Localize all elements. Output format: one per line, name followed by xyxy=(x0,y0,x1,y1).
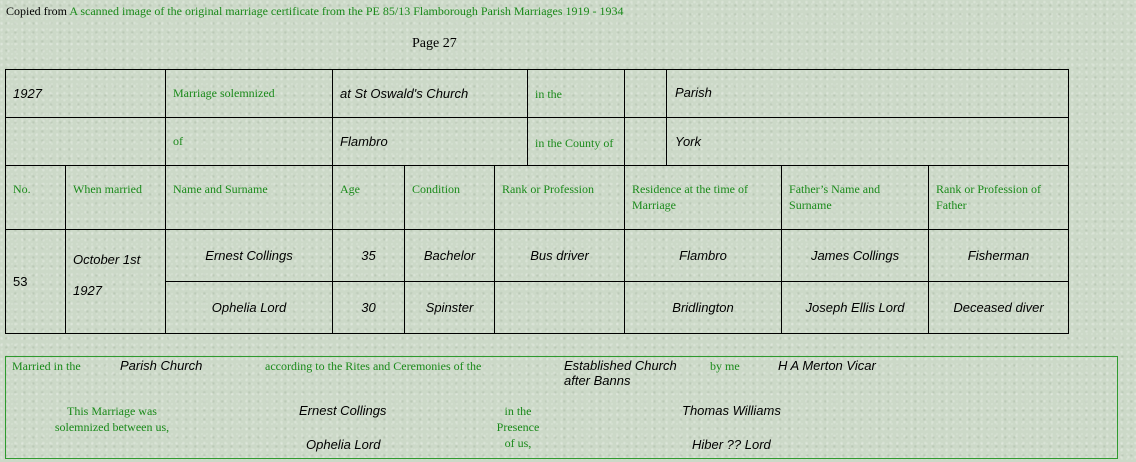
witness-2: Hiber ?? Lord xyxy=(692,437,771,452)
column-header-row xyxy=(6,166,1069,230)
entry-date-line2: 1927 xyxy=(73,283,102,298)
table-row xyxy=(6,230,1069,282)
county-label: in the County of xyxy=(535,136,614,150)
bride-father: Joseph Ellis Lord xyxy=(782,282,929,334)
groom-residence: Flambro xyxy=(625,230,782,282)
presence-label-1: in the xyxy=(504,404,532,418)
register-year: 1927 xyxy=(6,70,166,118)
col-father-profession: Rank or Profession of Father xyxy=(929,166,1069,230)
table-row xyxy=(6,282,1069,334)
col-age: Age xyxy=(333,166,405,230)
presence-label-2: Presence xyxy=(496,420,540,434)
between-label-1: This Marriage was xyxy=(67,404,157,418)
col-when-married: When married xyxy=(66,166,166,230)
married-in-value: Parish Church xyxy=(120,358,203,373)
groom-father-profession: Fisherman xyxy=(929,230,1069,282)
married-in-label: Married in the xyxy=(12,359,81,373)
groom-profession: Bus driver xyxy=(495,230,625,282)
source-link[interactable]: A scanned image of the original marriage certificate from the PE 85/13 Flamborough Parish Marriages 1919 - 1934 xyxy=(69,4,624,18)
witness-1: Thomas Williams xyxy=(682,403,781,418)
bride-age: 30 xyxy=(333,282,405,334)
after-banns: after Banns xyxy=(564,373,631,388)
county: York xyxy=(675,134,702,149)
church-place: at St Oswald's Church xyxy=(340,86,469,101)
col-profession: Rank or Profession xyxy=(495,166,625,230)
solemnized-label: Marriage solemnized xyxy=(166,70,333,118)
marriage-footer xyxy=(5,356,1118,459)
of-label: of xyxy=(166,118,333,166)
groom-age: 35 xyxy=(333,230,405,282)
church-cell xyxy=(333,70,625,118)
col-no: No. xyxy=(6,166,66,230)
copied-prefix: Copied from xyxy=(6,4,67,18)
church-type: Established Church xyxy=(564,358,677,373)
header-divider xyxy=(666,69,667,166)
by-me-label: by me xyxy=(710,359,740,373)
bride-name: Ophelia Lord xyxy=(166,282,333,334)
col-father-name: Father’s Name and Surname xyxy=(782,166,929,230)
party-groom: Ernest Collings xyxy=(299,403,387,418)
bride-condition: Spinster xyxy=(405,282,495,334)
page-number: Page 27 xyxy=(412,36,457,51)
source-note xyxy=(6,4,624,19)
bride-profession xyxy=(495,282,625,334)
marriage-register-table xyxy=(5,69,1069,334)
between-label-2: solemnized between us, xyxy=(54,420,170,434)
presence-label-3: of us, xyxy=(504,436,532,450)
groom-name: Ernest Collings xyxy=(166,230,333,282)
col-name: Name and Surname xyxy=(166,166,333,230)
bride-father-profession: Deceased diver xyxy=(929,282,1069,334)
entry-date-line1: October 1st xyxy=(73,252,141,267)
col-residence: Residence at the time of Marriage xyxy=(625,166,782,230)
entry-date xyxy=(66,230,166,334)
district: Parish xyxy=(675,85,712,100)
header-divider xyxy=(527,69,528,166)
town: Flambro xyxy=(340,134,388,149)
in-the-label: in the xyxy=(535,87,562,101)
entry-number: 53 xyxy=(6,230,66,334)
rites-label: according to the Rites and Ceremonies of the xyxy=(265,359,482,373)
groom-father: James Collings xyxy=(782,230,929,282)
bride-residence: Bridlington xyxy=(625,282,782,334)
groom-condition: Bachelor xyxy=(405,230,495,282)
party-bride: Ophelia Lord xyxy=(306,437,381,452)
col-condition: Condition xyxy=(405,166,495,230)
blank-cell xyxy=(6,118,166,166)
officiant: H A Merton Vicar xyxy=(778,358,876,373)
